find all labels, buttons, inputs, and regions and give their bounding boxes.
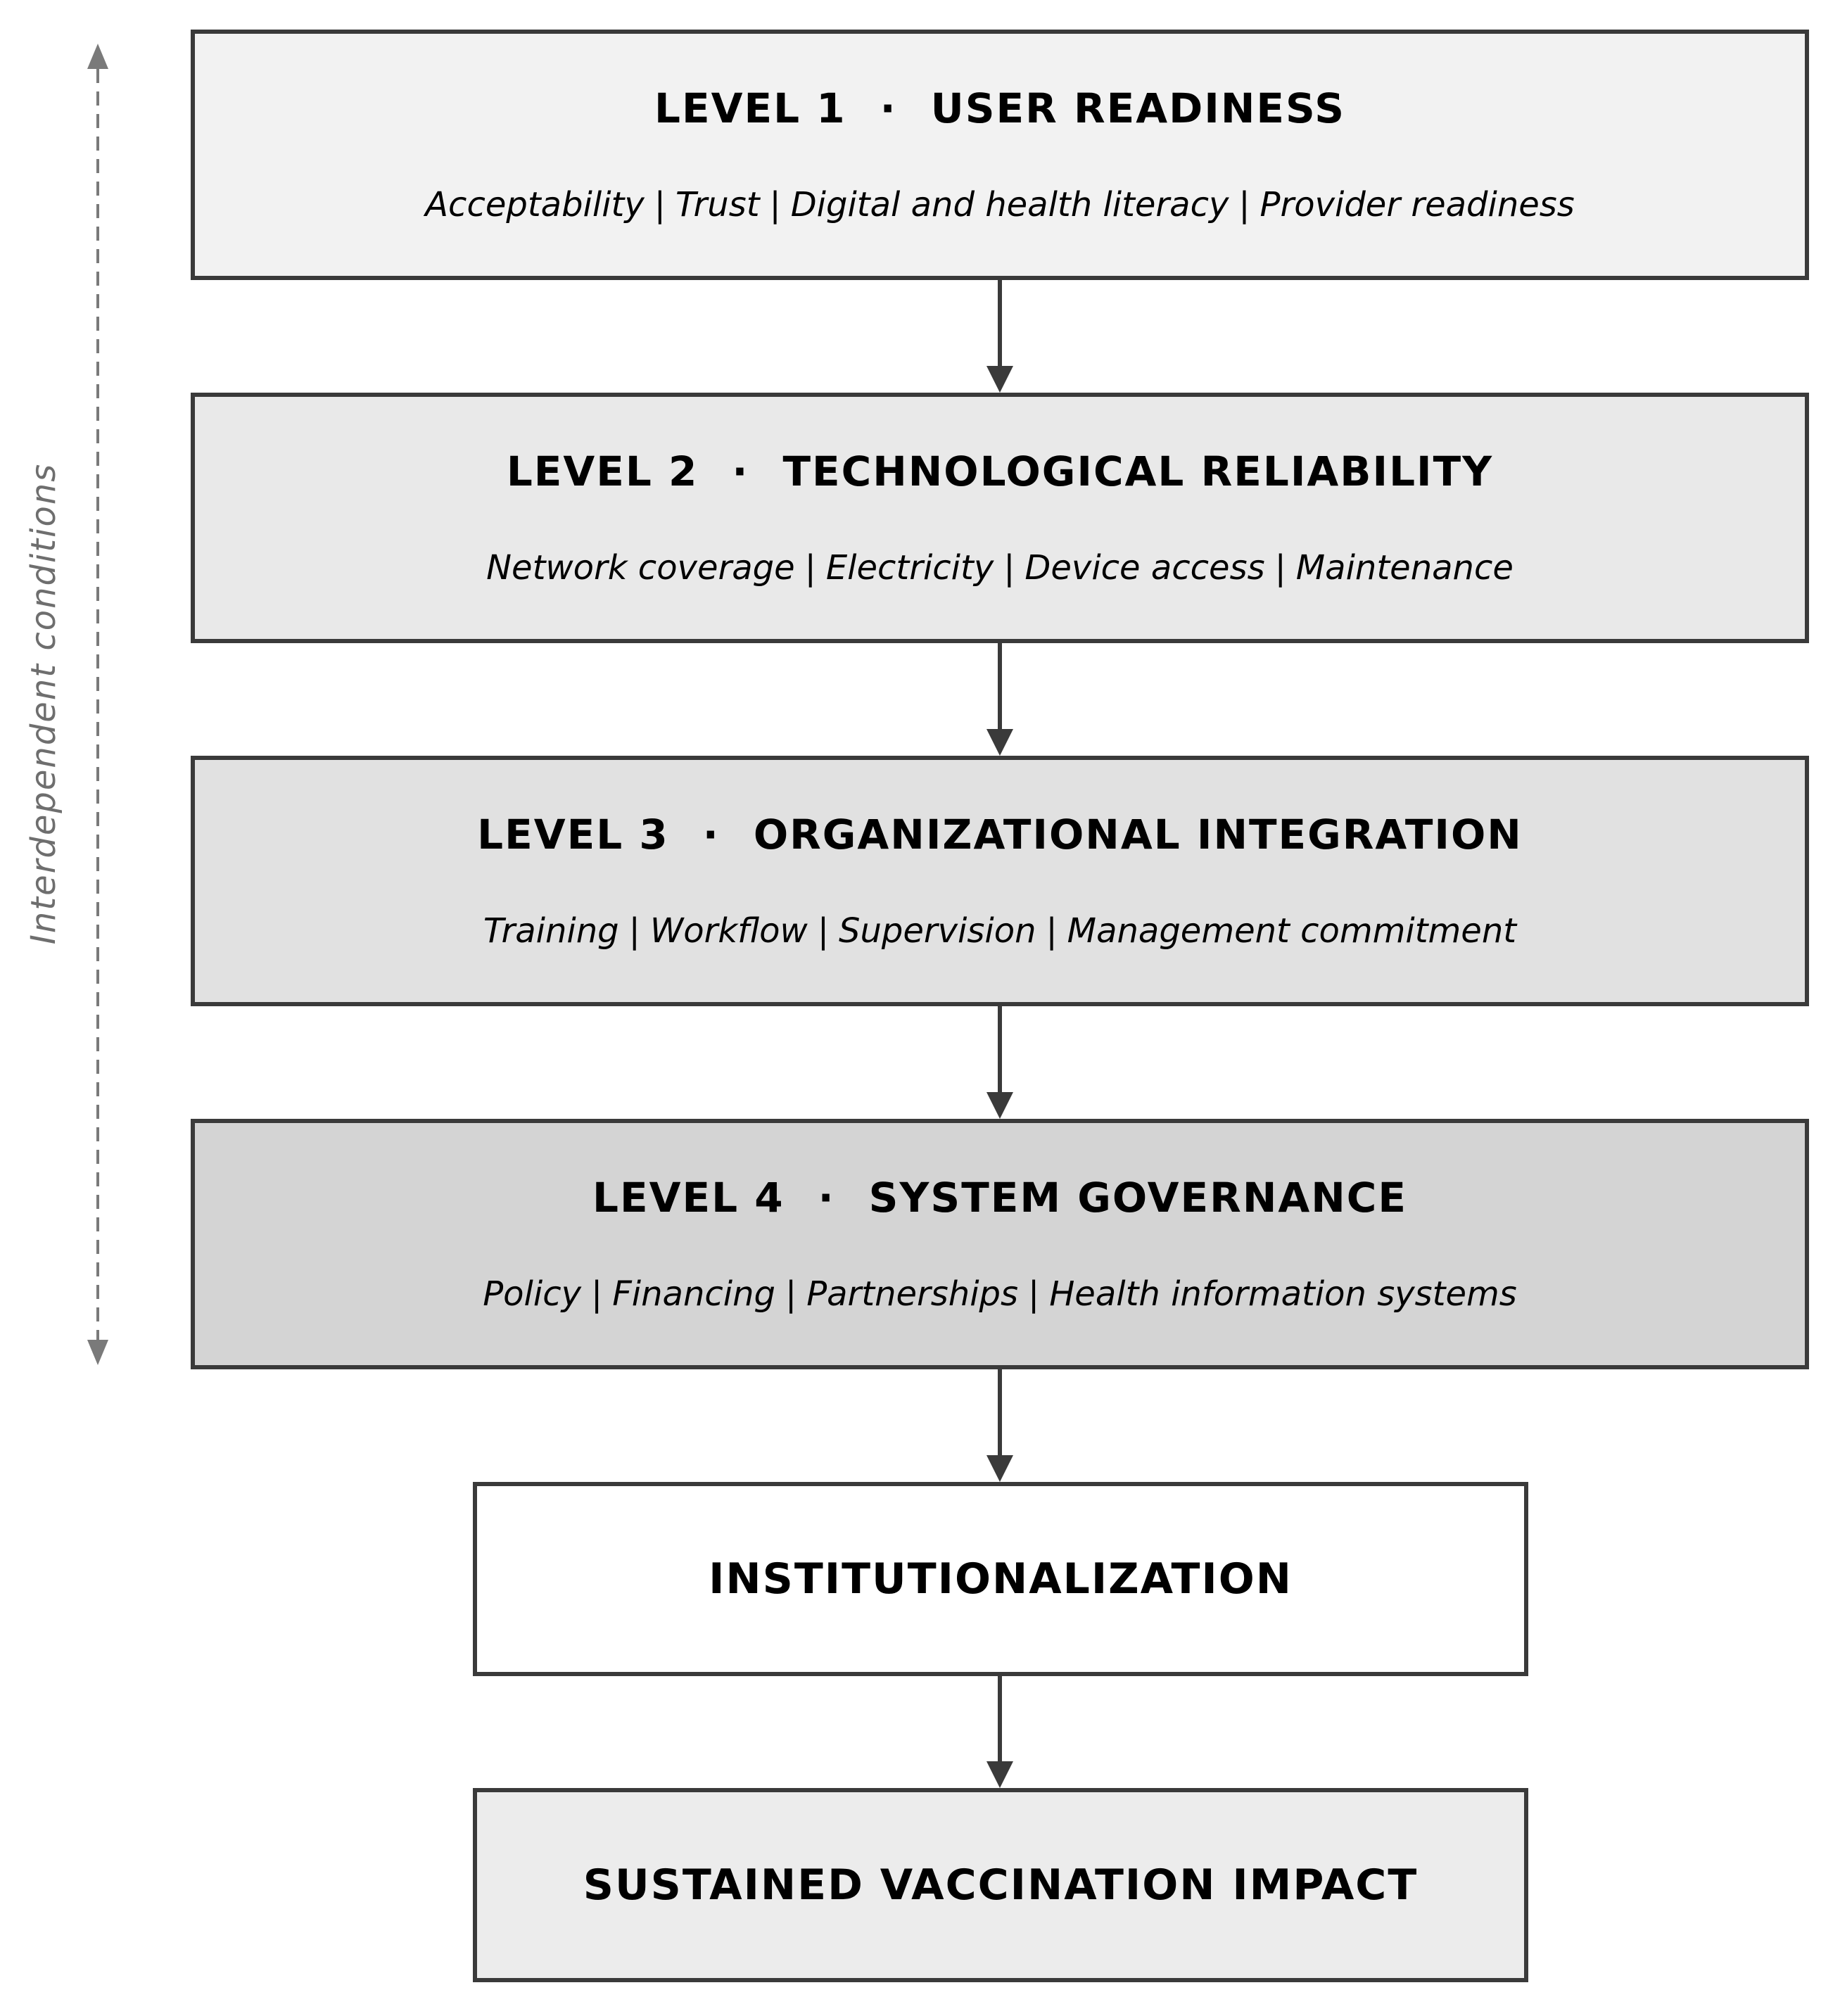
level-1-item: Digital and health literacy	[790, 185, 1229, 224]
flow-arrow-2-3	[986, 643, 1013, 756]
level-2-items: Network coverage | Electricity | Device access | Maintenance	[486, 548, 1514, 588]
level-3-item: Training	[483, 911, 619, 951]
level-2-number: LEVEL 2	[506, 448, 699, 495]
level-1-box	[191, 30, 1809, 280]
level-4-name: SYSTEM GOVERNANCE	[868, 1174, 1407, 1222]
level-2-item: Device access	[1024, 548, 1265, 588]
level-4-box	[191, 1119, 1809, 1369]
level-3-items: Training | Workflow | Supervision | Management commitment	[483, 911, 1517, 951]
level-3-name: ORGANIZATIONAL INTEGRATION	[753, 811, 1523, 858]
level-3-number: LEVEL 3	[477, 811, 669, 858]
level-4-title	[592, 1174, 1407, 1222]
sustained-impact-title: SUSTAINED VACCINATION IMPACT	[583, 1860, 1419, 1910]
flow-arrow-3-4	[986, 1006, 1013, 1119]
level-1-item: Provider readiness	[1260, 185, 1575, 224]
level-3-item: Supervision	[838, 911, 1036, 951]
level-1-number: LEVEL 1	[654, 84, 846, 132]
level-1-item: Acceptability	[425, 185, 645, 224]
level-2-item: Electricity	[825, 548, 994, 588]
level-3-title	[477, 811, 1523, 858]
institutionalization-box	[473, 1482, 1528, 1676]
level-2-title	[506, 448, 1494, 495]
level-4-item: Partnerships	[806, 1274, 1019, 1314]
level-4-item: Health information systems	[1049, 1274, 1517, 1314]
interdependence-arrow-up-head	[87, 44, 108, 69]
flow-arrow-4-institutionalization	[986, 1369, 1013, 1482]
level-2-separator: ·	[732, 448, 749, 495]
level-4-item: Financing	[612, 1274, 776, 1314]
side-label-interdependent-conditions: Interdependent conditions	[24, 462, 63, 945]
level-4-number: LEVEL 4	[592, 1174, 785, 1222]
flow-arrow-1-2	[986, 280, 1013, 393]
level-1-separator: ·	[880, 84, 897, 132]
level-4-separator: ·	[818, 1174, 835, 1222]
sustained-impact-box	[473, 1788, 1528, 1982]
level-2-box	[191, 393, 1809, 643]
flow-arrow-institutionalization-impact	[986, 1676, 1013, 1788]
level-1-item: Trust	[675, 185, 760, 224]
interdependence-arrow	[87, 44, 108, 1365]
level-2-item: Maintenance	[1295, 548, 1514, 588]
level-4-items: Policy | Financing | Partnerships | Health information systems	[483, 1274, 1517, 1314]
level-2-item: Network coverage	[486, 548, 795, 588]
level-1-title	[654, 84, 1345, 132]
level-2-name: TECHNOLOGICAL RELIABILITY	[782, 448, 1494, 495]
level-1-name: USER READINESS	[930, 84, 1345, 132]
level-3-box	[191, 756, 1809, 1006]
level-1-items: Acceptability | Trust | Digital and health literacy | Provider readiness	[425, 185, 1575, 224]
level-3-separator: ·	[702, 811, 720, 858]
level-4-item: Policy	[483, 1274, 582, 1314]
institutionalization-title: INSTITUTIONALIZATION	[709, 1554, 1293, 1604]
interdependence-arrow-down-head	[87, 1340, 108, 1365]
level-3-item: Workflow	[649, 911, 808, 951]
level-3-item: Management commitment	[1067, 911, 1517, 951]
